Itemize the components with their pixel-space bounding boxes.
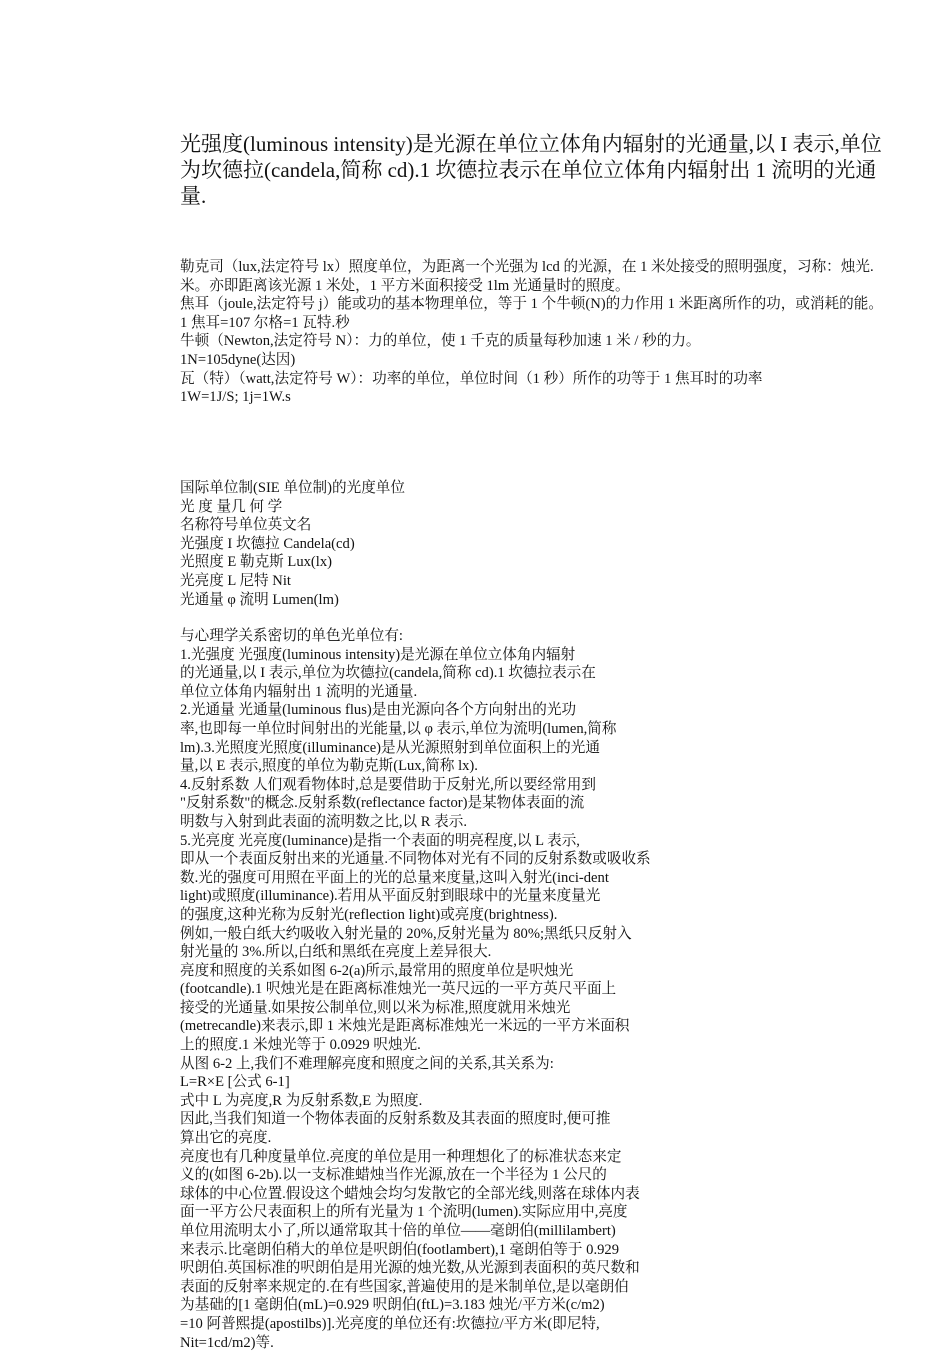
definition-newton: 牛顿（Newton,法定符号 N）：力的单位，使 1 千克的质量每秒加速 1 米 / 秒的力。	[180, 333, 701, 350]
definition-joule-equiv: 1 焦耳=107 尔格=1 瓦特.秒	[180, 314, 350, 331]
units-table-heading: 国际单位制(SIE 单位制)的光度单位	[180, 480, 405, 496]
body-line: 呎朗伯.英国标准的呎朗伯是用光源的烛光数,从光源到表面积的英尺数和	[180, 1260, 640, 1277]
body-line: 接受的光通量.如果按公制单位,则以米为标准,照度就用米烛光	[180, 999, 571, 1016]
body-line: 义的(如图 6-2b).以一支标准蜡烛当作光源,放在一个半径为 1 公尺的	[180, 1167, 607, 1184]
definition-lux: 勒克司（lux,法定符号 lx）照度单位，为距离一个光强为 lcd 的光源，在 1 米处接受的照明强度，习称：烛光.米。亦即距离该光源 1 米处，1 平方米面积接受 1lm 光通量时的照度。	[180, 259, 874, 294]
body-line: 4.反射系数 人们观看物体时,总是要借助于反射光,所以要经常用到	[180, 776, 596, 793]
body-line: 即从一个表面反射出来的光通量.不同物体对光有不同的反射系数或吸收系	[180, 851, 651, 868]
body-line: light)或照度(illuminance).若用从平面反射到眼球中的光量来度量光	[180, 888, 601, 905]
body-line: 的光通量,以 I 表示,单位为坎德拉(candela,简称 cd).1 坎德拉表示在	[180, 665, 596, 682]
body-line: 表面的反射率来规定的.在有些国家,普遍使用的是米制单位,是以毫朗伯	[180, 1278, 629, 1295]
body-line: 算出它的亮度.	[180, 1130, 272, 1147]
body-line: 量,以 E 表示,照度的单位为勒克斯(Lux,简称 lx).	[180, 758, 478, 775]
body-line: lm).3.光照度光照度(illuminance)是从光源照射到单位面积上的光通	[180, 739, 600, 756]
body-line: 1.光强度 光强度(luminous intensity)是光源在单位立体角内辐射	[180, 646, 576, 663]
unit-definitions	[180, 258, 885, 407]
body-line: 亮度和照度的关系如图 6-2(a)所示,最常用的照度单位是呎烛光	[180, 962, 574, 979]
body-line: (metrecandle)来表示,即 1 米烛光是距离标准烛光一米远的一平方米面积	[180, 1018, 630, 1035]
body-line: 从图 6-2 上,我们不难理解亮度和照度之间的关系,其关系为:	[180, 1055, 554, 1072]
body-line: 为基础的[1 毫朗伯(mL)=0.929 呎朗伯(ftL)=3.183 烛光/平方米(c/m2)	[180, 1297, 605, 1314]
body-line: 明数与入射到此表面的流明数之比,以 R 表示.	[180, 813, 468, 830]
body-line: 式中 L 为亮度,R 为反射系数,E 为照度.	[180, 1092, 423, 1109]
body-line: 率,也即每一单位时间射出的光能量,以 φ 表示,单位为流明(lumen,简称	[180, 720, 617, 737]
body-line: 因此,当我们知道一个物体表面的反射系数及其表面的照度时,便可推	[180, 1111, 611, 1128]
body-line: 数.光的强度可用照在平面上的光的总量来度量,这叫入射光(inci-dent	[180, 869, 609, 886]
body-line: (footcandle).1 呎烛光是在距离标准烛光一英尺远的一平方英尺平面上	[180, 981, 617, 998]
body-line: 亮度也有几种度量单位.亮度的单位是用一种理想化了的标准状态来定	[180, 1148, 622, 1165]
document-title: 光强度(luminous intensity)是光源在单位立体角内辐射的光通量,以 I 表示,单位为坎德拉(candela,简称 cd).1 坎德拉表示在单位立体角内辐射出 1 流明的光通量.	[180, 132, 882, 208]
body-line: 射光量的 3%.所以,白纸和黑纸在亮度上差异很大.	[180, 944, 492, 961]
body-line: 单位立体角内辐射出 1 流明的光通量.	[180, 683, 418, 700]
units-table-line: 光照度 E 勒克斯 Lux(lx)	[180, 554, 333, 571]
units-table-line: 光亮度 L 尼特 Nit	[180, 572, 291, 589]
definition-watt: 瓦（特）（watt,法定符号 W）：功率的单位，单位时间（1 秒）所作的功等于 1 焦耳时的功率	[180, 370, 763, 387]
body-line: 2.光通量 光通量(luminous flus)是由光源向各个方向射出的光功	[180, 702, 577, 719]
units-table-line: 光通量 φ 流明 Lumen(lm)	[180, 591, 339, 608]
definition-newton-equiv: 1N=105dyne(达因)	[180, 351, 296, 368]
definition-joule: 焦耳（joule,法定符号 j）能或功的基本物理单位，等于 1 个牛顿(N)的力作用 1 米距离所作的功，或消耗的能。	[180, 296, 883, 313]
body-line: 单位用流明太小了,所以通常取其十倍的单位——毫朗伯(millilambert)	[180, 1223, 616, 1239]
photometric-units-table	[180, 479, 885, 609]
definition-watt-equiv: 1W=1J/S; 1j=1W.s	[180, 389, 291, 406]
body-line: 面一平方公尺表面积上的所有光量为 1 个流明(lumen).实际应用中,亮度	[180, 1204, 628, 1221]
body-line: =10 阿普熙提(apostilbs)].光亮度的单位还有:坎德拉/平方米(即尼特,	[180, 1315, 600, 1332]
body-line: 上的照度.1 米烛光等于 0.0929 呎烛光.	[180, 1037, 421, 1054]
formula-line: L=R×E [公式 6-1]	[180, 1074, 290, 1091]
body-line: 来表示.比毫朗伯稍大的单位是呎朗伯(footlambert),1 毫朗伯等于 0.929	[180, 1241, 619, 1258]
body-line: 5.光亮度 光亮度(luminance)是指一个表面的明亮程度,以 L 表示,	[180, 832, 580, 849]
units-table-line: 光 度 量几 何 学	[180, 498, 283, 515]
body-line: 例如,一般白纸大约吸收入射光量的 20%,反射光量为 80%;黑纸只反射入	[180, 925, 632, 942]
body-line: 球体的中心位置.假设这个蜡烛会均匀发散它的全部光线,则落在球体内表	[180, 1185, 640, 1202]
body-line: 与心理学关系密切的单色光单位有:	[180, 628, 403, 644]
body-line: 的强度,这种光称为反射光(reflection light)或亮度(brightness).	[180, 906, 558, 923]
units-table-line: 光强度 I 坎德拉 Candela(cd)	[180, 535, 355, 552]
body-line: Nit=1cd/m2)等.	[180, 1334, 274, 1351]
body-text	[180, 627, 885, 1352]
units-table-line: 名称符号单位英文名	[180, 517, 312, 534]
body-line: "反射系数"的概念.反射系数(reflectance factor)是某物体表面的流	[180, 795, 585, 812]
